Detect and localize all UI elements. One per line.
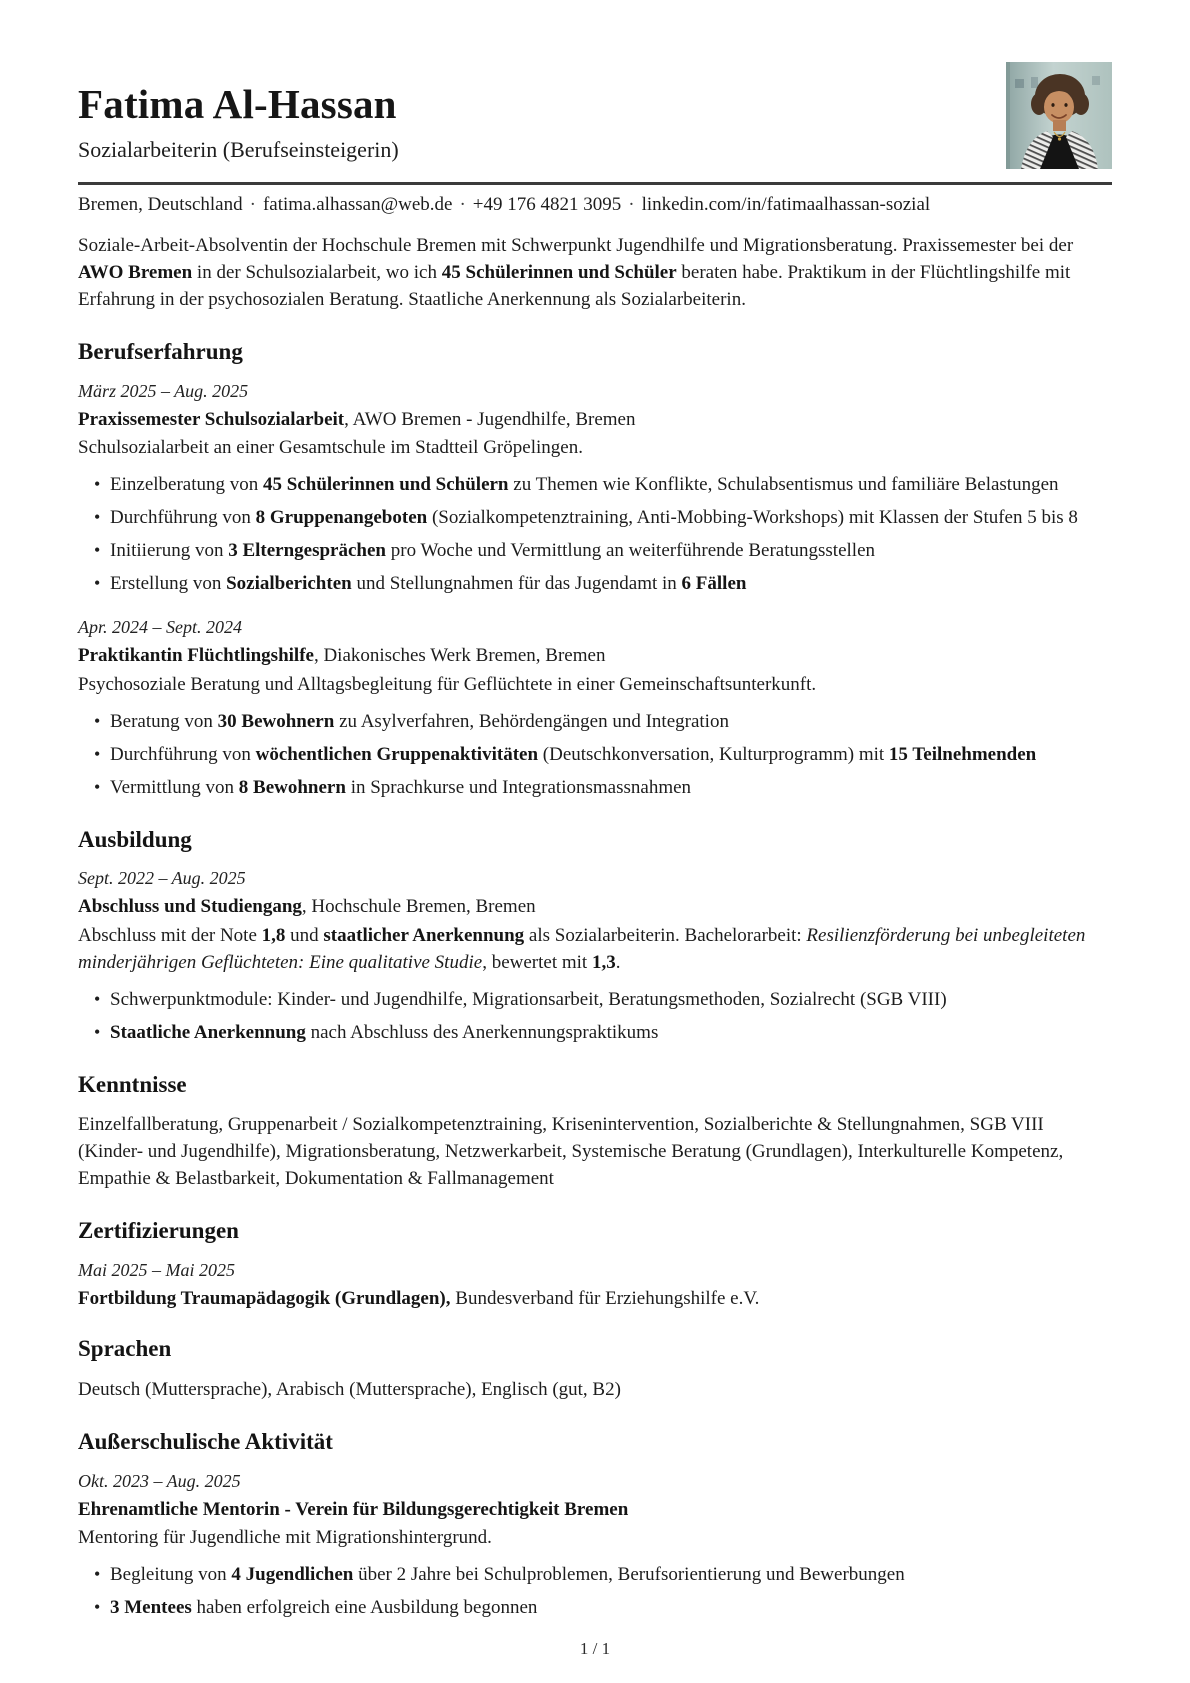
header-identity (78, 56, 399, 163)
section-heading: Zertifizierungen (78, 1218, 239, 1244)
contact-item: linkedin.com/in/fatimaalhassan-sozial (641, 194, 931, 215)
section-sprachen (78, 1335, 1112, 1404)
entry-date: Sept. 2022 – Aug. 2025 (78, 868, 246, 889)
section-heading: Berufserfahrung (78, 338, 243, 364)
contact-separator: · (459, 194, 466, 215)
bullet-item: • Einzelberatung von 45 Schülerinnen und Schülern zu Themen wie Konflikte, Schulabsentismus und familiäre Belastungen (110, 472, 1112, 499)
profile-photo (1006, 62, 1112, 169)
bullet-item: • Begleitung von 4 Jugendlichen über 2 Jahre bei Schulproblemen, Berufsorientierung und Bewerbungen (110, 1562, 1112, 1589)
entry-bullet-list (78, 1562, 1112, 1622)
contact-item: +49 176 4821 3095 (472, 194, 622, 215)
entry-bullet-list (78, 709, 1112, 802)
summary-paragraph: Soziale-Arbeit-Absolventin der Hochschule Bremen mit Schwerpunkt Jugendhilfe und Migrationsberatung. Praxissemester bei der AWO Bremen in der Schulsozialarbeit, wo ich 45 Schülerinnen und Schüler beraten habe. Praktikum in der Flüchtlingshilfe mit Erfahrung in der psychosozialen Beratung. Staatliche Anerkennung als Sozialarbeiterin. (78, 235, 1074, 310)
entry-description: Psychosoziale Beratung und Alltagsbegleitung für Geflüchtete in einer Gemeinschaftsunterkunft. (78, 673, 817, 695)
bullet-item: • Staatliche Anerkennung nach Abschluss des Anerkennungspraktikums (110, 1020, 1112, 1047)
bullet-item: • Beratung von 30 Bewohnern zu Asylverfahren, Behördengängen und Integration (110, 709, 1112, 736)
person-job-title: Sozialarbeiterin (Berufseinsteigerin) (78, 137, 399, 163)
entry-date: Apr. 2024 – Sept. 2024 (78, 616, 242, 637)
entry-description: Abschluss mit der Note 1,8 und staatlicher Anerkennung als Sozialarbeiterin. Bachelorarbeit: Resilienzförderung bei unbegleiteten minderjährigen Geflüchteten: Eine qualitative Studie, bewertet mit 1,3. (78, 924, 1086, 973)
bullet-item: • Schwerpunktmodule: Kinder- und Jugendhilfe, Migrationsarbeit, Beratungsmethoden, Sozialrecht (SGB VIII) (110, 987, 1112, 1014)
entry-title: Abschluss und Studiengang, Hochschule Bremen, Bremen (78, 896, 536, 918)
bullet-item: • Vermittlung von 8 Bewohnern in Sprachkurse und Integrationsmassnahmen (110, 775, 1112, 802)
section-berufserfahrung (78, 338, 1112, 802)
section-heading: Außerschulische Aktivität (78, 1428, 333, 1454)
bullet-item: • Erstellung von Sozialberichten und Stellungnahmen für das Jugendamt in 6 Fällen (110, 571, 1112, 598)
bullet-item: • 3 Mentees haben erfolgreich eine Ausbildung begonnen (110, 1595, 1112, 1622)
resume-header (78, 56, 1112, 169)
page-number: 1 / 1 (579, 1639, 611, 1658)
entry-date: Mai 2025 – Mai 2025 (78, 1259, 235, 1280)
person-name: Fatima Al-Hassan (78, 81, 397, 127)
entry-title: Ehrenamtliche Mentorin - Verein für Bildungsgerechtigkeit Bremen (78, 1498, 629, 1520)
bullet-item: • Initiierung von 3 Elterngesprächen pro Woche und Vermittlung an weiterführende Beratungsstellen (110, 538, 1112, 565)
entry-date: Okt. 2023 – Aug. 2025 (78, 1470, 241, 1491)
section-kenntnisse (78, 1071, 1112, 1194)
section-ausserschulische-aktivitaet (78, 1428, 1112, 1622)
header-divider (78, 182, 1112, 185)
contact-separator: · (628, 194, 635, 215)
section-ausbildung (78, 826, 1112, 1047)
entry-title: Fortbildung Traumapädagogik (Grundlagen), Bundesverband für Erziehungshilfe e.V. (78, 1287, 760, 1309)
bullet-item: • Durchführung von 8 Gruppenangeboten (Sozialkompetenztraining, Anti-Mobbing-Workshops) mit Klassen der Stufen 5 bis 8 (110, 505, 1112, 532)
section-heading: Kenntnisse (78, 1071, 187, 1097)
profile-photo-image (1006, 62, 1112, 169)
entry (78, 1471, 1112, 1623)
entry-date: März 2025 – Aug. 2025 (78, 380, 249, 401)
contact-line (78, 194, 1112, 216)
entry (78, 868, 1112, 1047)
section-paragraph: Einzelfallberatung, Gruppenarbeit / Sozialkompetenztraining, Krisenintervention, Sozialberichte & Stellungnahmen, SGB VIII (Kinder- und Jugendhilfe), Migrationsberatung, Netzwerkarbeit, Systemische Beratung (Grundlagen), Interkulturelle Kompetenz, Empathie & Belastbarkeit, Dokumentation & Fallmanagement (78, 1114, 1064, 1190)
entry-description: Schulsozialarbeit an einer Gesamtschule im Stadtteil Gröpelingen. (78, 437, 583, 459)
bullet-item: • Durchführung von wöchentlichen Gruppenaktivitäten (Deutschkonversation, Kulturprogramm) mit 15 Teilnehmenden (110, 742, 1112, 769)
contact-item: Bremen, Deutschland (78, 194, 243, 215)
section-heading: Ausbildung (78, 826, 192, 852)
contact-separator: · (249, 194, 256, 215)
entry-bullet-list (78, 987, 1112, 1047)
contact-item: fatima.alhassan@web.de (262, 194, 453, 215)
section-paragraph: Deutsch (Muttersprache), Arabisch (Muttersprache), Englisch (gut, B2) (78, 1378, 621, 1400)
entry-title: Praxissemester Schulsozialarbeit, AWO Bremen - Jugendhilfe, Bremen (78, 408, 636, 430)
section-heading: Sprachen (78, 1336, 172, 1362)
entry (78, 1260, 1112, 1312)
sections (78, 338, 1112, 1622)
entry-description: Mentoring für Jugendliche mit Migrationshintergrund. (78, 1527, 492, 1549)
entry-bullet-list (78, 472, 1112, 598)
section-zertifizierungen (78, 1217, 1112, 1311)
entry-title: Praktikantin Flüchtlingshilfe, Diakonisches Werk Bremen, Bremen (78, 644, 606, 666)
entry (78, 381, 1112, 598)
entry (78, 617, 1112, 802)
